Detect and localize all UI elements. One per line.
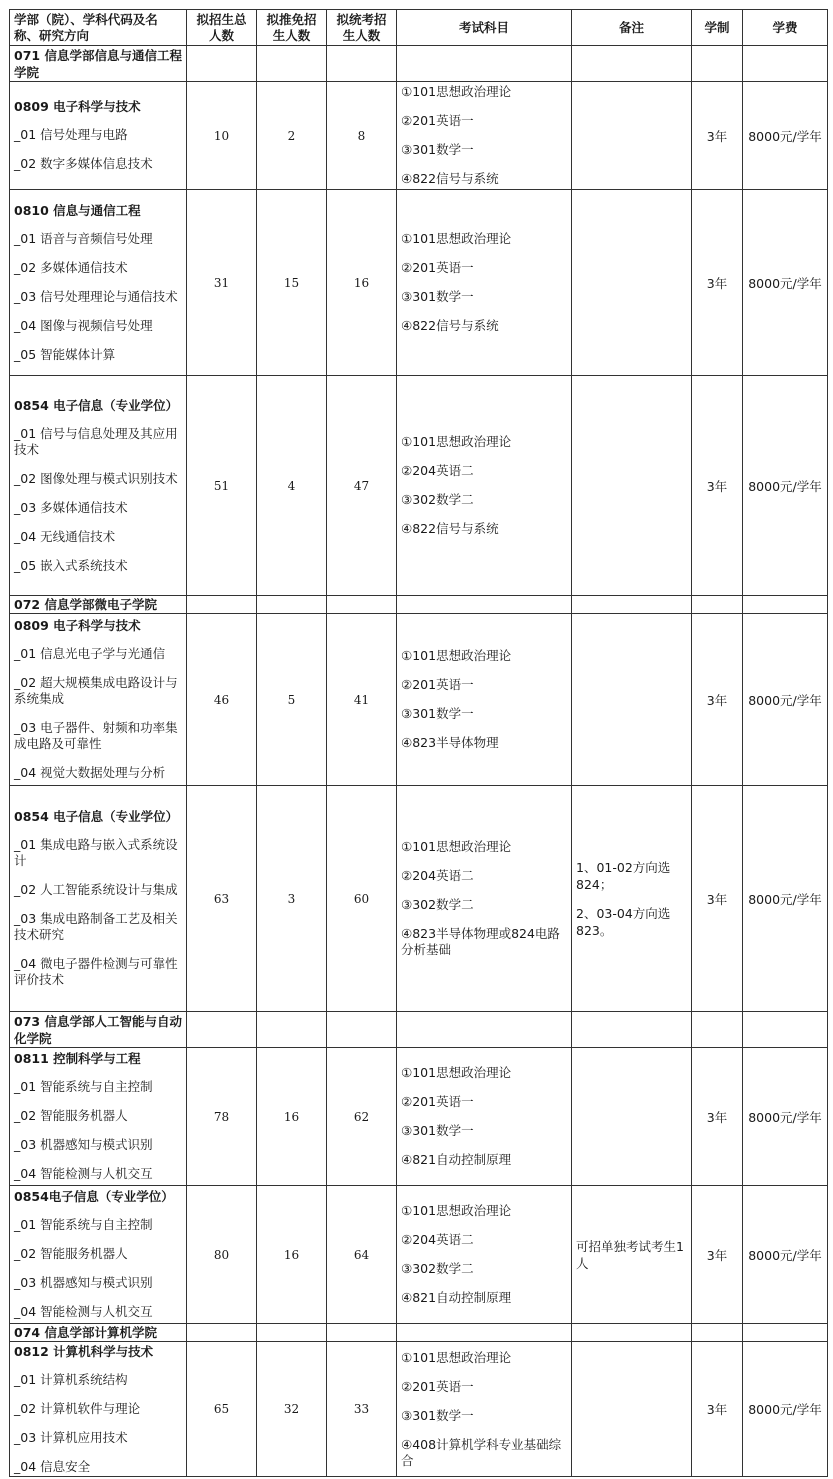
total-count: 46 xyxy=(187,614,257,786)
exam-subject: ②201英语一 xyxy=(401,113,474,128)
empty-cell xyxy=(743,1012,828,1048)
research-direction: _02 图像处理与模式识别技术 xyxy=(14,470,178,486)
exam-subject: ②204英语二 xyxy=(401,868,474,883)
exam-subjects xyxy=(397,190,572,376)
exam-subject: ③302数学二 xyxy=(401,897,474,912)
duration-cell: 3年 xyxy=(692,376,743,596)
exam-quota-count: 47 xyxy=(327,376,397,596)
header-department: 学部（院）、学科代码及名称、研究方向 xyxy=(10,10,187,46)
empty-cell xyxy=(692,1324,743,1342)
major-row xyxy=(10,376,828,596)
research-direction: _04 图像与视频信号处理 xyxy=(14,317,153,333)
recommend-count: 16 xyxy=(257,1048,327,1186)
research-direction: _01 智能系统与自主控制 xyxy=(14,1217,153,1232)
major-cell xyxy=(10,1186,187,1324)
exam-subject: ①101思想政治理论 xyxy=(401,1349,512,1365)
empty-cell xyxy=(572,1012,692,1048)
exam-quota-count: 60 xyxy=(327,786,397,1012)
exam-subject: ④822信号与系统 xyxy=(401,521,499,536)
exam-subject: ④408计算机学科专业基础综合 xyxy=(401,1436,562,1468)
exam-subject: ③301数学一 xyxy=(401,1123,474,1138)
total-count: 80 xyxy=(187,1186,257,1324)
empty-cell xyxy=(743,596,828,614)
exam-subject: ④822信号与系统 xyxy=(401,318,499,333)
research-direction: _04 视觉大数据处理与分析 xyxy=(14,765,166,780)
empty-cell xyxy=(397,1012,572,1048)
empty-cell xyxy=(257,596,327,614)
notes-cell xyxy=(572,614,692,786)
exam-subjects xyxy=(397,82,572,190)
major-row xyxy=(10,786,828,1012)
recommend-count: 32 xyxy=(257,1342,327,1477)
research-direction: _04 信息安全 xyxy=(14,1458,91,1474)
research-direction: _02 人工智能系统设计与集成 xyxy=(14,882,178,897)
exam-quota-count: 33 xyxy=(327,1342,397,1477)
major-row xyxy=(10,190,828,376)
major-block xyxy=(14,1051,182,1182)
exam-subject: ④823半导体物理 xyxy=(401,735,499,750)
exam-subject: ①101思想政治理论 xyxy=(401,434,512,449)
research-direction: _04 微电子器件检测与可靠性评价技术 xyxy=(14,956,178,987)
fee-cell: 8000元/学年 xyxy=(743,786,828,1012)
exam-subject: ③301数学一 xyxy=(401,142,474,157)
empty-cell xyxy=(327,1324,397,1342)
research-direction: _03 集成电路制备工艺及相关技术研究 xyxy=(14,911,178,942)
research-direction: _03 信号处理理论与通信技术 xyxy=(14,288,178,304)
empty-cell xyxy=(743,1324,828,1342)
empty-cell xyxy=(572,46,692,82)
major-title: 0809 电子科学与技术 xyxy=(14,99,141,114)
research-direction: _01 语音与音频信号处理 xyxy=(14,230,153,246)
empty-cell xyxy=(327,596,397,614)
recommend-count: 2 xyxy=(257,82,327,190)
duration-cell: 3年 xyxy=(692,614,743,786)
exam-subject: ①101思想政治理论 xyxy=(401,1203,512,1218)
empty-cell xyxy=(187,1324,257,1342)
notes-cell xyxy=(572,1186,692,1324)
exam-subject: ③302数学二 xyxy=(401,1261,474,1276)
header-fee: 学费 xyxy=(743,10,828,46)
header-total: 拟招生总人数 xyxy=(187,10,257,46)
exam-subjects xyxy=(397,1186,572,1324)
exam-subjects xyxy=(397,786,572,1012)
recommend-count: 16 xyxy=(257,1186,327,1324)
major-block xyxy=(14,1344,182,1475)
header-exam-subjects: 考试科目 xyxy=(397,10,572,46)
major-block xyxy=(14,809,182,988)
college-row xyxy=(10,46,828,82)
fee-cell: 8000元/学年 xyxy=(743,82,828,190)
research-direction: _01 计算机系统结构 xyxy=(14,1371,128,1387)
note-text: 可招单独考试考生1人 xyxy=(576,1238,684,1271)
total-count: 78 xyxy=(187,1048,257,1186)
research-direction: _01 智能系统与自主控制 xyxy=(14,1079,153,1094)
empty-cell xyxy=(327,46,397,82)
empty-cell xyxy=(692,1012,743,1048)
total-count: 65 xyxy=(187,1342,257,1477)
exam-subject: ③301数学一 xyxy=(401,289,474,304)
major-title: 0812 计算机科学与技术 xyxy=(14,1343,154,1359)
exam-subject: ③301数学一 xyxy=(401,1407,474,1423)
exam-subject: ④821自动控制原理 xyxy=(401,1290,512,1305)
recommend-count: 5 xyxy=(257,614,327,786)
research-direction: _01 信号与信息处理及其应用技术 xyxy=(14,425,178,457)
fee-cell: 8000元/学年 xyxy=(743,1048,828,1186)
empty-cell xyxy=(743,46,828,82)
exam-subject: ③302数学二 xyxy=(401,492,474,507)
exam-subjects xyxy=(397,1048,572,1186)
college-name: 073 信息学部人工智能与自动化学院 xyxy=(10,1012,187,1048)
research-direction: _04 智能检测与人机交互 xyxy=(14,1304,153,1319)
empty-cell xyxy=(397,596,572,614)
exam-subject: ④823半导体物理或824电路分析基础 xyxy=(401,926,560,957)
recommend-count: 3 xyxy=(257,786,327,1012)
exam-quota-count: 16 xyxy=(327,190,397,376)
empty-cell xyxy=(187,596,257,614)
note-text: 1、01-02方向选824； xyxy=(576,859,671,892)
exam-subject: ②201英语一 xyxy=(401,1378,474,1394)
exam-quota-count: 41 xyxy=(327,614,397,786)
header-notes: 备注 xyxy=(572,10,692,46)
empty-cell xyxy=(327,1012,397,1048)
major-block xyxy=(14,618,182,781)
recommend-count: 4 xyxy=(257,376,327,596)
research-direction: _01 信息光电子学与光通信 xyxy=(14,646,166,661)
empty-cell xyxy=(187,1012,257,1048)
notes-cell xyxy=(572,376,692,596)
research-direction: _03 计算机应用技术 xyxy=(14,1429,128,1445)
college-name: 072 信息学部微电子学院 xyxy=(10,596,187,614)
fee-cell: 8000元/学年 xyxy=(743,376,828,596)
fee-cell: 8000元/学年 xyxy=(743,614,828,786)
major-cell xyxy=(10,1342,187,1477)
major-block xyxy=(14,1189,182,1320)
empty-cell xyxy=(257,46,327,82)
research-direction: _01 集成电路与嵌入式系统设计 xyxy=(14,837,178,868)
empty-cell xyxy=(397,46,572,82)
exam-subject: ①101思想政治理论 xyxy=(401,1065,512,1080)
major-row xyxy=(10,1186,828,1324)
empty-cell xyxy=(692,596,743,614)
notes-cell xyxy=(572,190,692,376)
exam-subject: ④822信号与系统 xyxy=(401,171,499,186)
header-exam-quota: 拟统考招生人数 xyxy=(327,10,397,46)
research-direction: _03 多媒体通信技术 xyxy=(14,499,128,515)
research-direction: _02 超大规模集成电路设计与系统集成 xyxy=(14,675,178,706)
exam-subject: ②204英语二 xyxy=(401,1232,474,1247)
notes-cell xyxy=(572,786,692,1012)
major-title: 0854 电子信息（专业学位） xyxy=(14,809,179,824)
major-cell xyxy=(10,190,187,376)
exam-quota-count: 62 xyxy=(327,1048,397,1186)
research-direction: _02 智能服务机器人 xyxy=(14,1246,128,1261)
exam-subject: ④821自动控制原理 xyxy=(401,1152,512,1167)
major-row xyxy=(10,1342,828,1477)
research-direction: _03 机器感知与模式识别 xyxy=(14,1137,153,1152)
research-direction: _04 无线通信技术 xyxy=(14,528,116,544)
total-count: 31 xyxy=(187,190,257,376)
college-row xyxy=(10,1012,828,1048)
major-cell xyxy=(10,786,187,1012)
research-direction: _05 嵌入式系统技术 xyxy=(14,557,128,573)
empty-cell xyxy=(257,1324,327,1342)
college-name: 074 信息学部计算机学院 xyxy=(10,1324,187,1342)
exam-subjects xyxy=(397,614,572,786)
total-count: 63 xyxy=(187,786,257,1012)
research-direction: _03 机器感知与模式识别 xyxy=(14,1275,153,1290)
research-direction: _01 信号处理与电路 xyxy=(14,127,128,142)
exam-subject: ①101思想政治理论 xyxy=(401,839,512,854)
major-row xyxy=(10,1048,828,1186)
exam-subject: ①101思想政治理论 xyxy=(401,84,512,99)
major-block xyxy=(14,203,182,363)
major-block xyxy=(14,99,182,172)
research-direction: _03 电子器件、射频和功率集成电路及可靠性 xyxy=(14,720,178,751)
exam-subjects xyxy=(397,376,572,596)
research-direction: _02 计算机软件与理论 xyxy=(14,1400,141,1416)
total-count: 10 xyxy=(187,82,257,190)
total-count: 51 xyxy=(187,376,257,596)
major-title: 0811 控制科学与工程 xyxy=(14,1051,141,1066)
major-cell xyxy=(10,82,187,190)
exam-subject: ①101思想政治理论 xyxy=(401,231,512,246)
header-duration: 学制 xyxy=(692,10,743,46)
college-name: 071 信息学部信息与通信工程学院 xyxy=(10,46,187,82)
exam-subject: ①101思想政治理论 xyxy=(401,648,512,663)
research-direction: _05 智能媒体计算 xyxy=(14,346,116,362)
major-cell xyxy=(10,1048,187,1186)
empty-cell xyxy=(572,596,692,614)
duration-cell: 3年 xyxy=(692,1342,743,1477)
research-direction: _04 智能检测与人机交互 xyxy=(14,1166,153,1181)
exam-subject: ②201英语一 xyxy=(401,1094,474,1109)
header-recommend: 拟推免招生人数 xyxy=(257,10,327,46)
duration-cell: 3年 xyxy=(692,1048,743,1186)
note-text: 2、03-04方向选823。 xyxy=(576,905,671,938)
notes-cell xyxy=(572,1048,692,1186)
research-direction: _02 智能服务机器人 xyxy=(14,1108,128,1123)
empty-cell xyxy=(187,46,257,82)
fee-cell: 8000元/学年 xyxy=(743,1186,828,1324)
duration-cell: 3年 xyxy=(692,190,743,376)
exam-subjects xyxy=(397,1342,572,1477)
empty-cell xyxy=(572,1324,692,1342)
major-title: 0810 信息与通信工程 xyxy=(14,202,141,218)
exam-subject: ②201英语一 xyxy=(401,260,474,275)
exam-quota-count: 8 xyxy=(327,82,397,190)
major-title: 0854 电子信息（专业学位） xyxy=(14,397,179,413)
major-cell xyxy=(10,614,187,786)
duration-cell: 3年 xyxy=(692,786,743,1012)
major-title: 0809 电子科学与技术 xyxy=(14,618,141,633)
exam-subject: ②201英语一 xyxy=(401,677,474,692)
exam-quota-count: 64 xyxy=(327,1186,397,1324)
empty-cell xyxy=(692,46,743,82)
major-title: 0854电子信息（专业学位） xyxy=(14,1189,174,1204)
college-row xyxy=(10,1324,828,1342)
duration-cell: 3年 xyxy=(692,82,743,190)
notes-cell xyxy=(572,1342,692,1477)
empty-cell xyxy=(397,1324,572,1342)
exam-subject: ②204英语二 xyxy=(401,463,474,478)
major-block xyxy=(14,398,182,574)
exam-subject: ③301数学一 xyxy=(401,706,474,721)
fee-cell: 8000元/学年 xyxy=(743,1342,828,1477)
major-cell xyxy=(10,376,187,596)
enrollment-table xyxy=(9,9,828,1477)
duration-cell: 3年 xyxy=(692,1186,743,1324)
research-direction: _02 数字多媒体信息技术 xyxy=(14,156,153,171)
fee-cell: 8000元/学年 xyxy=(743,190,828,376)
major-row xyxy=(10,614,828,786)
header-row xyxy=(10,10,828,46)
major-row xyxy=(10,82,828,190)
notes-cell xyxy=(572,82,692,190)
table-body xyxy=(10,46,828,1477)
empty-cell xyxy=(257,1012,327,1048)
recommend-count: 15 xyxy=(257,190,327,376)
college-row xyxy=(10,596,828,614)
research-direction: _02 多媒体通信技术 xyxy=(14,259,128,275)
